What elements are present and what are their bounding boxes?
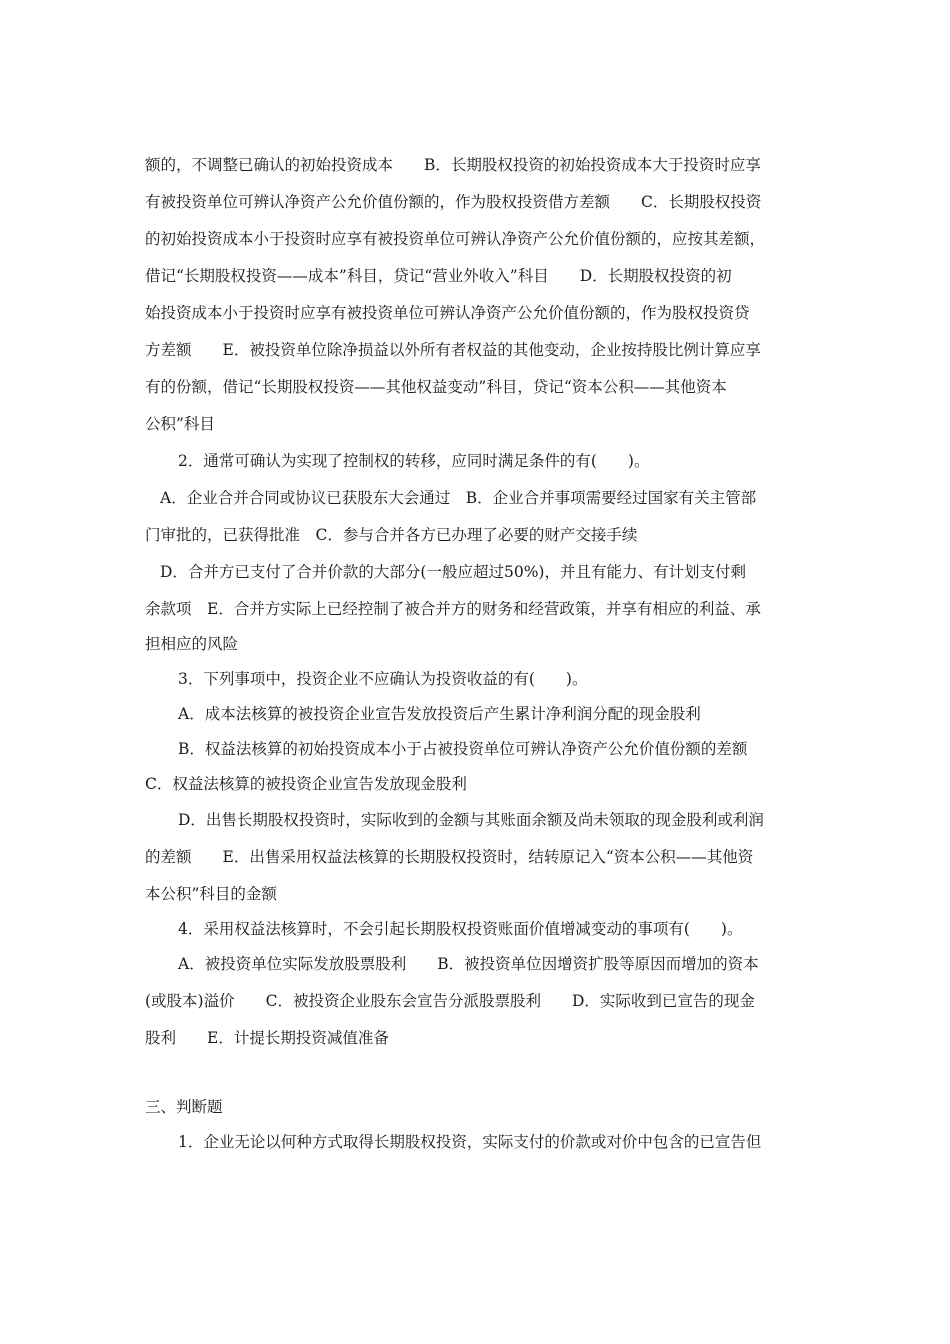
question-4: 4．采用权益法核算时，不会引起长期股权投资账面价值增减变动的事项有( )。 [178,920,743,938]
text-line: 借记“长期股权投资——成本”科目，贷记“营业外收入”科目 D．长期股权投资的初 [145,267,732,285]
section-heading: 三、判断题 [145,1098,223,1116]
text-line: 的初始投资成本小于投资时应享有被投资单位可辨认净资产公允价值份额的，应按其差额， [145,230,766,248]
text-line: 公积”科目 [145,415,215,433]
text-line: 的差额 E．出售采用权益法核算的长期股权投资时，结转原记入“资本公积——其他资 [145,848,754,866]
text-line: A．被投资单位实际发放股票股利 B．被投资单位因增资扩股等原因而增加的资本 [178,955,759,973]
text-line: 1．企业无论以何种方式取得长期股权投资，实际支付的价款或对价中包含的已宣告但 [178,1133,762,1151]
text-line: 本公积”科目的金额 [145,885,277,903]
text-line: 股利 E．计提长期投资减值准备 [145,1029,389,1047]
text-line: 有的份额，借记“长期股权投资——其他权益变动”科目，贷记“资本公积——其他资本 [145,378,727,396]
question-3: 3．下列事项中，投资企业不应确认为投资收益的有( )。 [178,670,588,688]
text-line: B．权益法核算的初始投资成本小于占被投资单位可辨认净资产公允价值份额的差额 [178,740,748,758]
text-line: 始投资成本小于投资时应享有被投资单位可辨认净资产公允价值份额的，作为股权投资贷 [145,304,750,322]
text-line: 门审批的，已获得批准 C．参与合并各方已办理了必要的财产交接手续 [145,526,638,544]
text-line: (或股本)溢价 C．被投资企业股东会宣告分派股票股利 D．实际收到已宣告的现金 [145,992,755,1010]
text-line: D．出售长期股权投资时，实际收到的金额与其账面余额及尚未领取的现金股利或利润 [178,811,764,829]
text-line: 余款项 E．合并方实际上已经控制了被合并方的财务和经营政策，并享有相应的利益、承 [145,600,761,618]
text-line: A．成本法核算的被投资企业宣告发放投资后产生累计净利润分配的现金股利 [178,705,701,723]
text-line: 方差额 E．被投资单位除净损益以外所有者权益的其他变动，企业按持股比例计算应享 [145,341,761,359]
text-line: A．企业合并合同或协议已获股东大会通过 B．企业合并事项需要经过国家有关主管部 [160,489,757,507]
question-2: 2．通常可确认为实现了控制权的转移，应同时满足条件的有( )。 [178,452,650,470]
text-line: D．合并方已支付了合并价款的大部分(一般应超过50%)，并且有能力、有计划支付剩 [160,563,746,581]
text-line: 额的，不调整已确认的初始投资成本 B．长期股权投资的初始投资成本大于投资时应享 [145,156,761,174]
text-line: 担相应的风险 [145,635,239,653]
text-line: C．权益法核算的被投资企业宣告发放现金股利 [145,775,467,793]
text-line: 有被投资单位可辨认净资产公允价值份额的，作为股权投资借方差额 C．长期股权投资 [145,193,762,211]
